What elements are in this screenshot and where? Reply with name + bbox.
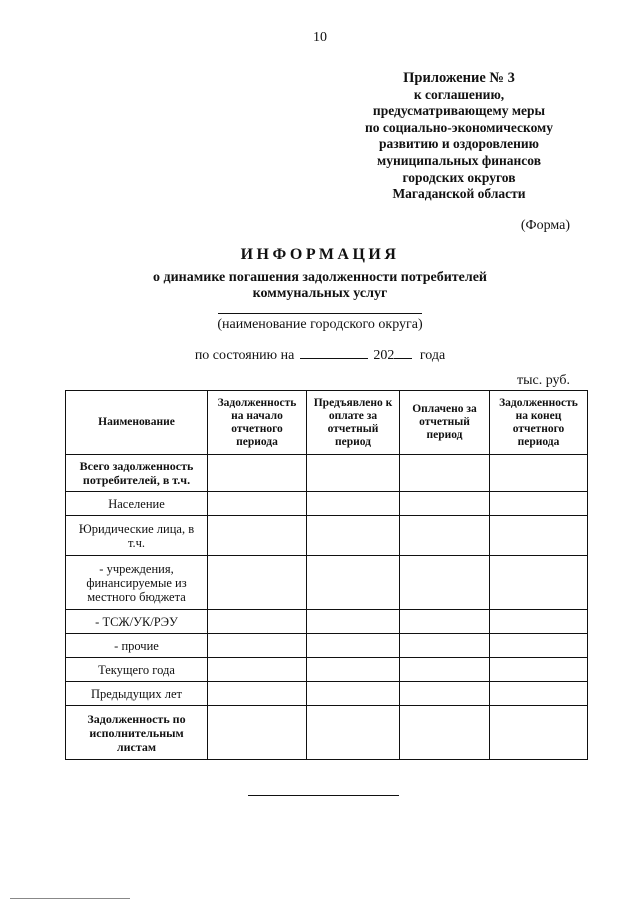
appendix-line: городских округов bbox=[402, 169, 516, 185]
table-cell[interactable] bbox=[208, 610, 307, 634]
appendix-block bbox=[340, 70, 578, 203]
table-cell[interactable] bbox=[208, 682, 307, 706]
table-header-row bbox=[66, 391, 588, 455]
subtitle-line-1: о динамике погашения задолженности потребителей bbox=[153, 270, 487, 285]
appendix-line: развитию и оздоровлению bbox=[379, 136, 539, 152]
table-cell[interactable] bbox=[490, 492, 588, 516]
table-cell[interactable] bbox=[208, 516, 307, 556]
end-of-form-divider bbox=[248, 795, 399, 796]
table-cell[interactable] bbox=[307, 634, 400, 658]
appendix-title: Приложение № 3 bbox=[403, 70, 515, 86]
row-label: Предыдущих лет bbox=[66, 682, 208, 706]
table-cell[interactable] bbox=[307, 610, 400, 634]
table-row bbox=[66, 634, 588, 658]
table-cell[interactable] bbox=[208, 634, 307, 658]
table-row bbox=[66, 658, 588, 682]
table-cell[interactable] bbox=[307, 658, 400, 682]
row-label: Всего задолженность потребителей, в т.ч. bbox=[66, 455, 208, 492]
table-cell[interactable] bbox=[400, 706, 490, 760]
footer-rule bbox=[10, 898, 130, 899]
units-label: тыс. руб. bbox=[517, 373, 570, 388]
row-label: Задолженность по исполнительным листам bbox=[66, 706, 208, 760]
table-cell[interactable] bbox=[400, 556, 490, 610]
table-row bbox=[66, 516, 588, 556]
year-blank[interactable] bbox=[394, 346, 412, 359]
as-of-date-line bbox=[0, 346, 640, 364]
table-cell[interactable] bbox=[490, 556, 588, 610]
year-prefix: 202 bbox=[373, 348, 395, 363]
table-cell[interactable] bbox=[400, 658, 490, 682]
table-cell[interactable] bbox=[307, 706, 400, 760]
document-title: ИНФОРМАЦИЯ bbox=[240, 246, 400, 263]
appendix-line: предусматривающему меры bbox=[372, 103, 546, 119]
table-cell[interactable] bbox=[400, 516, 490, 556]
table-cell[interactable] bbox=[400, 634, 490, 658]
column-header-paid: Оплачено за отчетный период bbox=[400, 391, 490, 455]
table-cell[interactable] bbox=[400, 610, 490, 634]
date-blank[interactable] bbox=[300, 346, 368, 359]
row-label: - прочие bbox=[66, 634, 208, 658]
table-cell[interactable] bbox=[208, 556, 307, 610]
table-row bbox=[66, 455, 588, 492]
table-cell[interactable] bbox=[490, 634, 588, 658]
row-label: Текущего года bbox=[66, 658, 208, 682]
column-header-start-debt: Задолженность на начало отчетного периода bbox=[208, 391, 307, 455]
table-row bbox=[66, 492, 588, 516]
table-row bbox=[66, 610, 588, 634]
column-header-name: Наименование bbox=[66, 391, 208, 455]
column-header-billed: Предъявлено к оплате за отчетный период bbox=[307, 391, 400, 455]
district-name-blank[interactable] bbox=[218, 313, 422, 314]
as-of-prefix: по состоянию на bbox=[194, 348, 295, 363]
table-cell[interactable] bbox=[400, 682, 490, 706]
column-header-end-debt: Задолженность на конец отчетного периода bbox=[490, 391, 588, 455]
table-cell[interactable] bbox=[208, 455, 307, 492]
debt-table bbox=[65, 390, 588, 760]
row-label: Юридические лица, в т.ч. bbox=[66, 516, 208, 556]
table-cell[interactable] bbox=[490, 682, 588, 706]
row-label: - учреждения, финансируемые из местного бюджета bbox=[66, 556, 208, 610]
table-cell[interactable] bbox=[490, 658, 588, 682]
table-cell[interactable] bbox=[307, 556, 400, 610]
table-cell[interactable] bbox=[490, 706, 588, 760]
table-cell[interactable] bbox=[490, 455, 588, 492]
table-cell[interactable] bbox=[208, 658, 307, 682]
as-of-suffix: года bbox=[419, 348, 446, 363]
page-number: 10 bbox=[313, 30, 327, 45]
table-cell[interactable] bbox=[307, 516, 400, 556]
table-cell[interactable] bbox=[490, 516, 588, 556]
table-row bbox=[66, 706, 588, 760]
table-cell[interactable] bbox=[400, 455, 490, 492]
table-cell[interactable] bbox=[307, 492, 400, 516]
table-row bbox=[66, 682, 588, 706]
table-cell[interactable] bbox=[208, 706, 307, 760]
form-label: (Форма) bbox=[520, 218, 570, 233]
row-label: Население bbox=[66, 492, 208, 516]
district-name-caption: (наименование городского округа) bbox=[217, 317, 423, 332]
appendix-line: по социально-экономическому bbox=[364, 119, 554, 135]
row-label: - ТСЖ/УК/РЭУ bbox=[66, 610, 208, 634]
appendix-line: Магаданской области bbox=[392, 186, 526, 202]
table-cell[interactable] bbox=[307, 455, 400, 492]
table-cell[interactable] bbox=[307, 682, 400, 706]
table-cell[interactable] bbox=[400, 492, 490, 516]
table-row bbox=[66, 556, 588, 610]
subtitle-line-2: коммунальных услуг bbox=[252, 286, 388, 301]
document-subtitle bbox=[0, 270, 640, 302]
appendix-line: к соглашению, bbox=[413, 86, 505, 102]
table-cell[interactable] bbox=[208, 492, 307, 516]
appendix-line: муниципальных финансов bbox=[377, 152, 541, 168]
table-cell[interactable] bbox=[490, 610, 588, 634]
